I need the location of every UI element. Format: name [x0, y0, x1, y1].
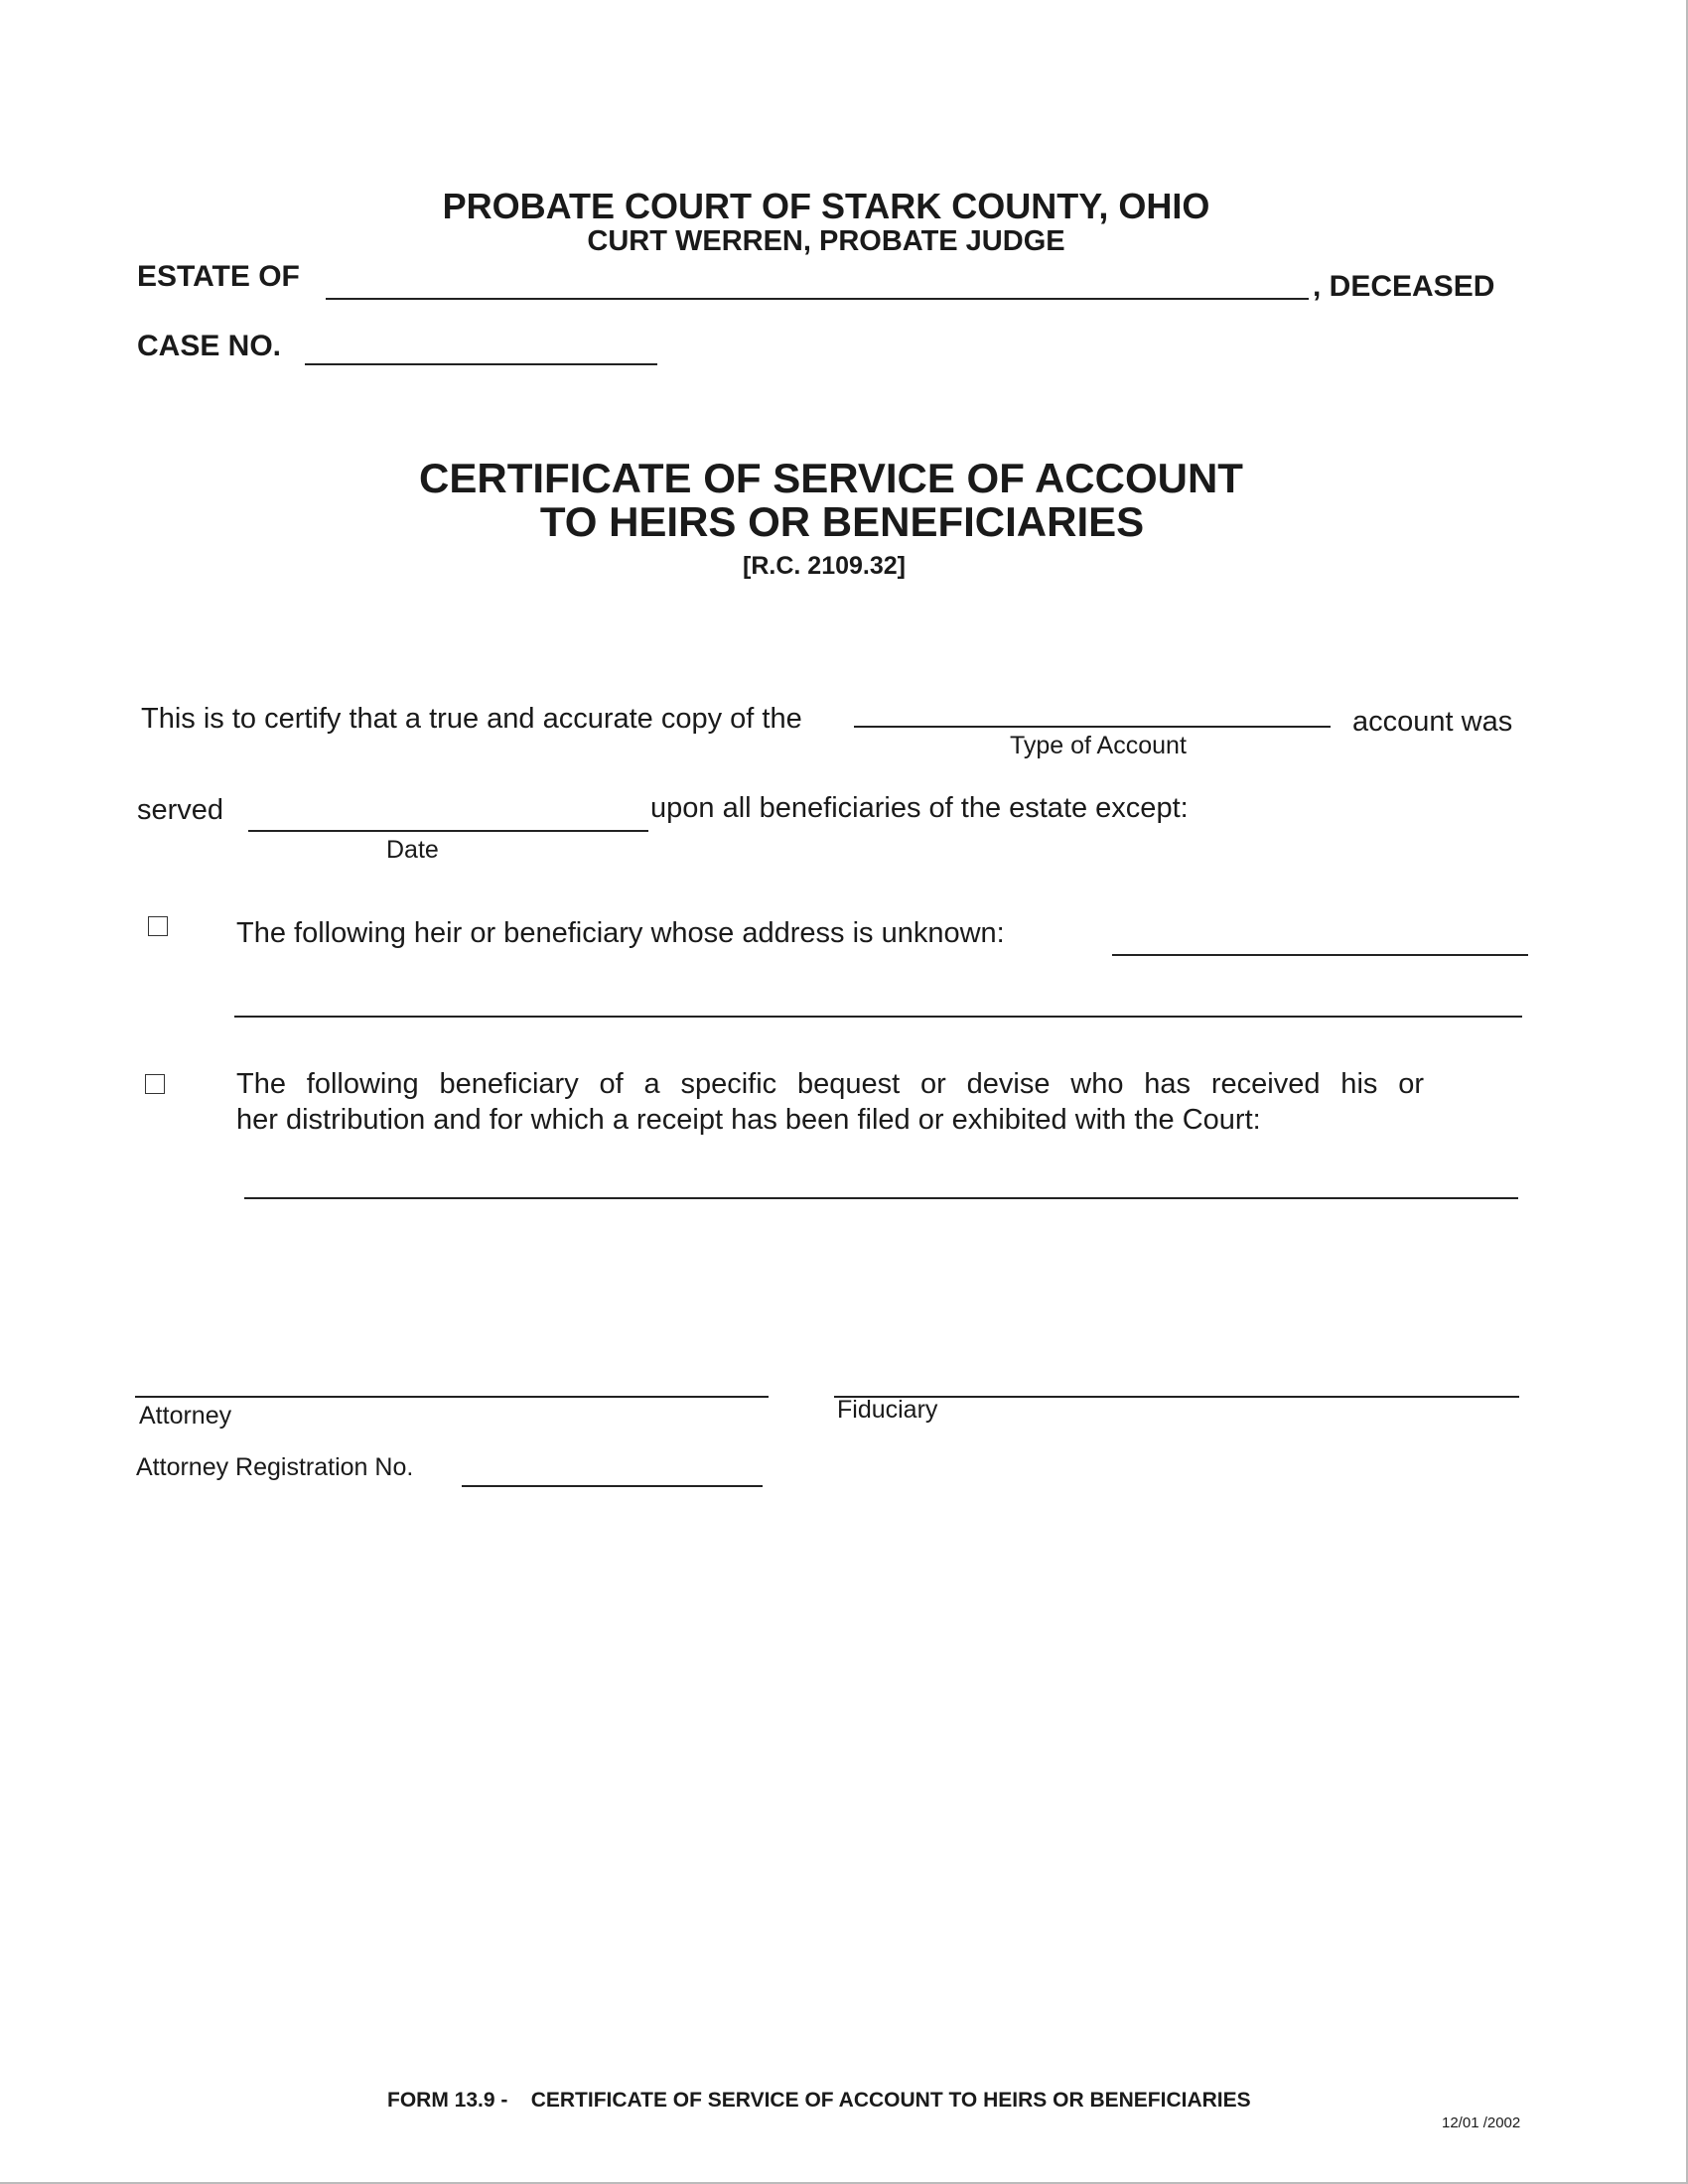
date-label: Date: [386, 836, 439, 864]
served-label: served: [137, 794, 224, 826]
case-no-field[interactable]: [305, 363, 657, 365]
upon-beneficiaries-text: upon all beneficiaries of the estate except:: [650, 792, 1189, 824]
fiduciary-label: Fiduciary: [837, 1396, 938, 1424]
unknown-address-field-1[interactable]: [1112, 954, 1528, 956]
service-date-field[interactable]: [248, 830, 648, 832]
type-of-account-label: Type of Account: [1010, 732, 1187, 759]
unknown-address-text: The following heir or beneficiary whose address is unknown:: [236, 917, 1005, 949]
estate-name-field[interactable]: [326, 298, 1309, 300]
certify-text: This is to certify that a true and accurate copy of the: [141, 703, 802, 735]
case-no-label: CASE NO.: [137, 330, 282, 362]
judge-name: CURT WERREN, PROBATE JUDGE: [587, 225, 1065, 257]
title-line-2: TO HEIRS OR BENEFICIARIES: [539, 498, 1145, 545]
estate-of-label: ESTATE OF: [137, 260, 300, 293]
specific-bequest-text-line-1: The following beneficiary of a specific bequest or devise who has received his or: [236, 1068, 1424, 1100]
statute-reference: [R.C. 2109.32]: [743, 552, 906, 580]
type-of-account-field[interactable]: [854, 726, 1331, 728]
title-line-1: CERTIFICATE OF SERVICE OF ACCOUNT: [419, 455, 1243, 501]
attorney-label: Attorney: [139, 1402, 232, 1430]
revision-date: 12/01 /2002: [1442, 2115, 1521, 2131]
deceased-label: , DECEASED: [1313, 270, 1495, 303]
court-name: PROBATE COURT OF STARK COUNTY, OHIO: [442, 186, 1210, 226]
unknown-address-field-2[interactable]: [234, 1016, 1522, 1018]
specific-bequest-text-line-2: her distribution and for which a receipt has been filed or exhibited with the Court:: [236, 1104, 1261, 1136]
specific-bequest-checkbox[interactable]: [145, 1074, 165, 1094]
attorney-registration-field[interactable]: [462, 1485, 763, 1487]
form-footer: FORM 13.9 - CERTIFICATE OF SERVICE OF ACCOUNT TO HEIRS OR BENEFICIARIES: [387, 2089, 1251, 2112]
attorney-signature-line[interactable]: [135, 1396, 769, 1398]
unknown-address-checkbox[interactable]: [148, 916, 168, 936]
account-was-text: account was: [1352, 706, 1513, 738]
attorney-registration-label: Attorney Registration No.: [136, 1453, 414, 1481]
specific-bequest-field[interactable]: [244, 1197, 1518, 1199]
